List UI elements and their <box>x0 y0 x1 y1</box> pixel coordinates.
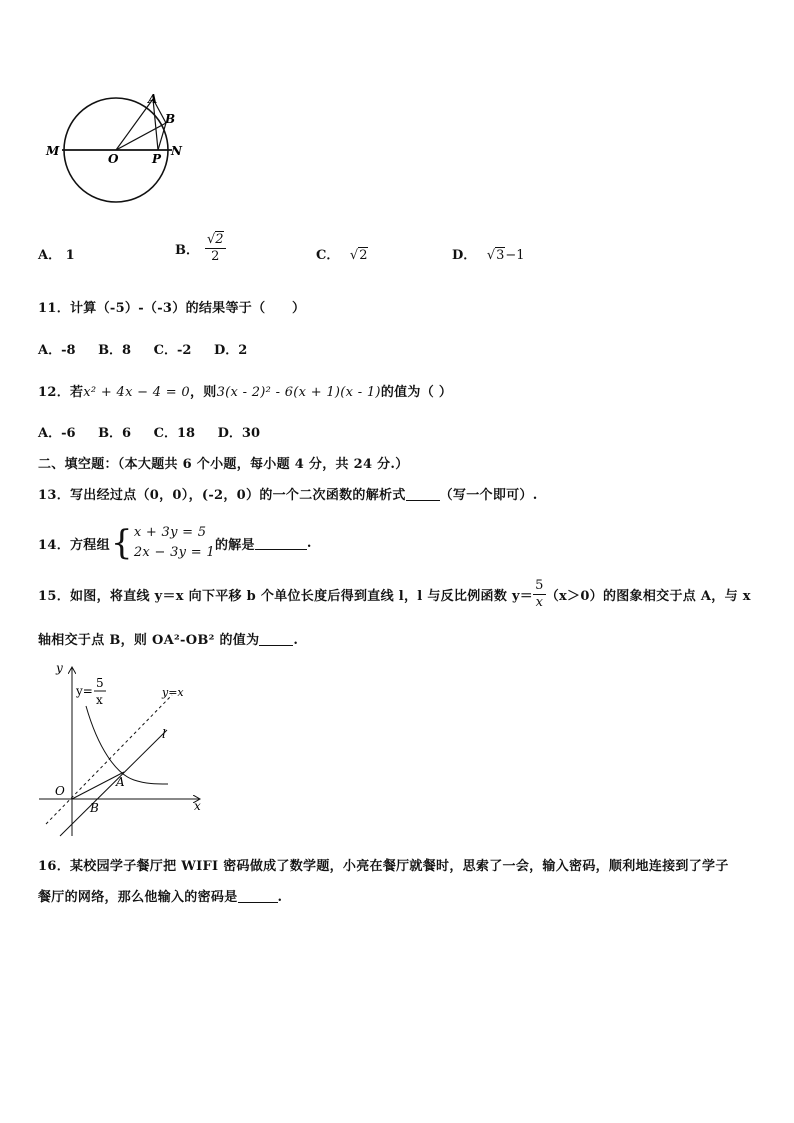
sqrt-symbol: √ <box>486 248 496 263</box>
answer-blank[interactable] <box>259 633 293 646</box>
answer-blank[interactable] <box>238 890 278 903</box>
q14-stem <box>38 523 312 563</box>
q15-end: . <box>293 633 299 648</box>
option-d: D．2 <box>213 343 248 358</box>
label-A: A <box>148 92 158 106</box>
q12-prefix: 12．若 <box>38 385 84 400</box>
q10-option-d <box>452 244 525 263</box>
option-c: C．18 <box>153 426 196 441</box>
q14-end: . <box>306 535 312 551</box>
option-letter: D． <box>452 248 477 263</box>
q16-text: 餐厅的网络，那么他输入的密码是 <box>38 890 238 905</box>
point-B-label: B <box>90 801 99 815</box>
q15-line1 <box>38 578 751 611</box>
q12-equation: x² + 4x − 4 = 0 <box>83 385 190 400</box>
label-P: P <box>152 152 162 166</box>
x-axis-label: x <box>194 799 201 813</box>
sqrt-symbol: √ <box>349 248 359 263</box>
sqrt-symbol: √ <box>207 232 216 247</box>
radicand: 2 <box>215 232 224 247</box>
line-yx-label: y=x <box>162 686 184 699</box>
label-M: M <box>46 144 60 158</box>
label-N: N <box>171 144 182 158</box>
section-title: 二、填空题：（本大题共 6 个小题，每小题 4 分，共 24 分.） <box>38 457 409 472</box>
q14-suffix: 的解是 <box>214 537 255 553</box>
q13-tail: （写一个即可）. <box>439 488 538 503</box>
option-a: A．-6 <box>38 426 76 441</box>
radicand-wrap <box>358 247 368 263</box>
q12-mid: ，则 <box>189 385 217 400</box>
q16-end: . <box>277 890 283 905</box>
option-a: A．-8 <box>38 343 76 358</box>
q14-prefix: 14．方程组 <box>38 537 110 553</box>
option-letter: C． <box>316 248 340 263</box>
radicand-wrap <box>495 247 505 263</box>
option-value: 1 <box>65 248 75 263</box>
q12-stem <box>38 381 452 400</box>
point-A-label: A <box>116 775 125 789</box>
fraction <box>205 232 226 265</box>
q11-options <box>38 339 247 358</box>
equation-system <box>134 523 215 563</box>
q10-option-c <box>316 244 368 263</box>
option-b: B．6 <box>98 426 132 441</box>
q15-text-b: （x＞0）的图象相交于点 A，与 x <box>545 589 751 604</box>
q11-stem: 11．计算（-5）-（-3）的结果等于（ ） <box>38 301 306 316</box>
q12-expression: 3(x - 2)² - 6(x + 1)(x - 1) <box>216 385 381 400</box>
radicand: 3 <box>496 248 505 263</box>
option-c: C．-2 <box>153 343 192 358</box>
brace: { <box>110 523 133 563</box>
answer-blank[interactable] <box>255 537 307 550</box>
option-b: B．8 <box>98 343 132 358</box>
option-letter: A． <box>38 248 62 263</box>
func-label-prefix: y= <box>76 684 93 698</box>
equation-2: 2x − 3y = 1 <box>133 545 215 560</box>
denominator: x <box>535 595 544 610</box>
minus-one: −1 <box>505 248 525 263</box>
q16-line1: 16．某校园学子餐厅把 WIFI 密码做成了数学题，小亮在餐厅就餐时，思索了一会，输入密码，顺利地连接到了学子 <box>38 859 729 874</box>
radicand: 2 <box>359 248 368 263</box>
q10-option-a <box>38 244 75 263</box>
q13-stem <box>38 484 538 503</box>
q12-suffix: 的值为（ ） <box>380 385 453 400</box>
equation-1: x + 3y = 5 <box>133 525 207 540</box>
q15-text-a: 15．如图，将直线 y＝x 向下平移 b 个单位长度后得到直线 l，l 与反比例函数 y＝ <box>38 589 534 604</box>
circle-figure <box>40 85 200 215</box>
line-l-label: l <box>162 727 166 741</box>
y-axis-label: y <box>56 661 63 675</box>
answer-blank[interactable] <box>406 488 440 501</box>
graph-figure <box>34 658 214 840</box>
func-label-num: 5 <box>96 676 104 690</box>
q15-text-c: 轴相交于点 B，则 OA²-OB² 的值为 <box>38 633 260 648</box>
option-letter: B． <box>175 243 199 258</box>
label-O: O <box>108 152 119 166</box>
func-label-den: x <box>96 693 103 707</box>
q13-text: 13．写出经过点（0，0），(-2，0）的一个二次函数的解析式 <box>38 488 406 503</box>
denominator: 2 <box>211 249 220 264</box>
fraction <box>533 578 546 611</box>
label-B: B <box>165 112 176 126</box>
option-d: D．30 <box>217 426 260 441</box>
q12-options <box>38 422 260 441</box>
origin-label: O <box>55 784 65 798</box>
q16-line2 <box>38 886 282 905</box>
q10-option-b <box>175 232 226 265</box>
q15-line2 <box>38 629 298 648</box>
numerator: 5 <box>535 578 544 593</box>
